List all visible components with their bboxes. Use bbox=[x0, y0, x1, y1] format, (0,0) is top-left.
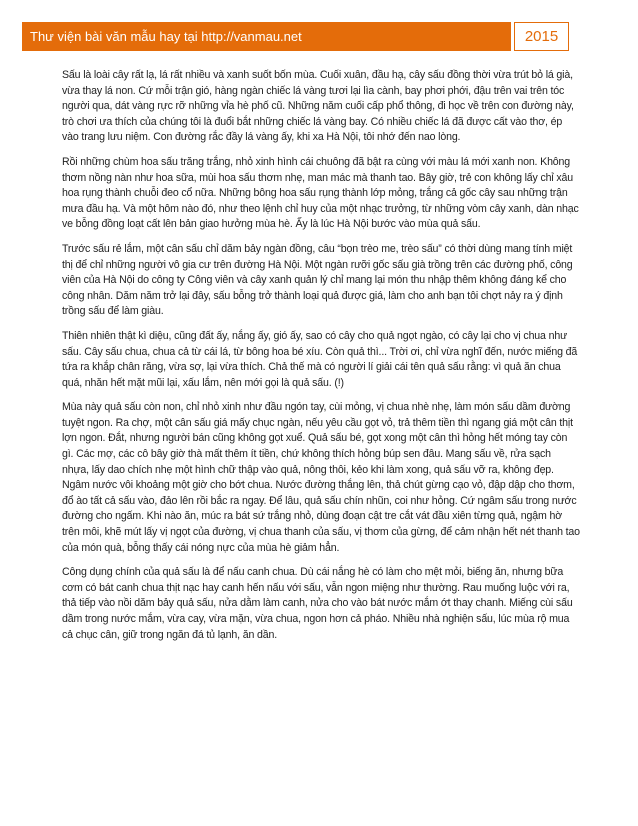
paragraph: Rồi những chùm hoa sấu trăng trắng, nhỏ xinh hình cái chuông đã bật ra cùng với màu lá mới xanh non. Không thơm nồng nàn như hoa sữa, mùi hoa sấu thơm nhẹ, man mác mà thanh tao. Bây giờ, trẻ con không lấy chỉ xâu hoa rụng thành chuỗi đeo cổ nữa. Những bông hoa sấu rụng thành lớp mỏng, trắng cả gốc cây sau những trận mưa đầu hạ. Và một hôm nào đó, như theo lệnh chỉ huy của một nhạc trưởng, từ những vòm cây xanh, dàn nhạc ve bỗng đồng loạt cất lên bản giao hưởng mùa hè. Ấy là lúc Hà Nội bước vào mùa quả sấu. bbox=[62, 155, 579, 231]
paragraph: Thiên nhiên thật kì diệu, cũng đất ấy, nắng ấy, gió ấy, sao có cây cho quả ngọt ngào, có cây lại cho vị chua như sấu. Cây sấu chua, chua cả từ cái lá, từ bông hoa bé xíu. Còn quả thì... Trời ơi, chỉ vừa nghĩ đến, nước miếng đã tứa ra khắp chân răng, vừa sợ, lại vừa thích. Chả thế mà có người lí giải cái tên quả sấu rằng: vì quả ăn chua quá, nhăn hết mặt mũi lại, xấu lắm, nên mới gọi là quả sấu. (!) bbox=[62, 329, 578, 389]
paragraph: Trước sấu rẻ lắm, một cân sấu chỉ dăm bảy ngàn đồng, câu “bọn trèo me, trèo sấu” có thời dùng mang tính miệt thị để chỉ những người vô gia cư trên đường Hà Nội. Một ngàn rưỡi gốc sấu già trồng trên các đường phố, công viên của Hà Nội do công ty Công viên và cây xanh quản lý chỉ mang lại món thu nhập thêm không đáng kể cho công nhân. Dăm năm trở lại đây, sấu bỗng trở thành loại quả được giá, làm cho anh bạn tôi chợt nảy ra ý định trồng sấu để làm giàu. bbox=[62, 242, 573, 318]
header-title: Thư viện bài văn mẫu hay tại http://vanmau.net bbox=[22, 22, 514, 51]
header-year: 2015 bbox=[514, 22, 569, 51]
paragraph: Sấu là loài cây rất lạ, lá rất nhiều và xanh suốt bốn mùa. Cuối xuân, đầu hạ, cây sấu đồng thời vừa trút bỏ lá già, vừa thay lá non. Cứ mỗi trận gió, hàng ngàn chiếc lá vàng tươi lại lìa cành, bay phơi phới, đậu trên vai trên tóc người qua, dát vàng rực rỡ những vỉa hè phố cũ. Những năm cuối cấp phổ thông, đi học về trên con đường này, trò chơi ưa thích của chúng tôi là đuổi bắt những chiếc lá vàng bay. Có nhiều chiếc lá đã được cất vào thơ, ép vào trang lưu niệm. Con đường rắc đầy lá vàng ấy, khi xa Hà Nội, tôi nhớ đến nao lòng. bbox=[62, 69, 574, 144]
document-body bbox=[62, 68, 580, 652]
paragraph: Mùa này quả sấu còn non, chỉ nhỏ xinh như đầu ngón tay, cùi mỏng, vị chua nhè nhẹ, làm món sấu dầm đường tuyệt ngon. Ra chợ, một cân sấu giá mấy chục ngàn, nếu yêu cầu gọt vỏ, trả thêm tiền thì ngang giá một cân thịt lợn ngon. Đắt, nhưng người bán cũng không gọt xuể. Quả sấu bé, gọt xong một cân thì hỏng hết móng tay còn gì. Các mợ, các cô bây giờ thà mất thêm ít tiền, chứ không thích hỏng búp sen đâu. Mang sấu về, rửa sạch nhựa, lấy dao chích nhẹ một hình chữ thập vào quả, nông thôi, kẻo khi làm xong, quả sấu vỡ ra, không đẹp. Ngâm nước vôi khoảng một giờ cho bớt chua. Nước đường thắng lên, thả chút gừng cạo vỏ, đập dập cho thơm, đổ ào tất cả sấu vào, đảo lên rồi bắc ra ngay. Để lâu, quả sấu chín nhũn, coi như hỏng. Cứ ngâm sấu trong nước đường cho ngấm. Khi nào ăn, múc ra bát sứ trắng nhỏ, dùng đoạn cật tre cắt vát đầu xiên từng quả, ngậm hờ trên môi, khẽ mút lấy vị ngọt của đường, vị chua thanh của sấu, vị thơm của gừng, để cảm nhận hết nét thanh tao của món quà, bỗng thấy cái nóng nực của mùa hè giảm hẳn. bbox=[62, 401, 580, 554]
paragraph: Công dụng chính của quả sấu là để nấu canh chua. Dù cái nắng hè có làm cho mệt mỏi, biếng ăn, nhưng bữa cơm có bát canh chua thịt nạc hay canh hến nấu với sấu, vẫn ngon miệng như thường. Rau muống luộc với ra, thả tiếp vào nồi dăm bảy quả sấu, nửa dằm làm canh, nửa cho vào bát nước mắm ớt thay chanh. Miếng cùi sấu dầm trong nước mắm, vừa cay, vừa mặn, vừa chua, ngon hơn cả pháo. Nhiều nhà nghiện sấu, lúc mùa rộ mua cả chục cân, giữ trong ngăn đá tủ lạnh, ăn dần. bbox=[62, 566, 573, 641]
page-header bbox=[22, 22, 569, 51]
